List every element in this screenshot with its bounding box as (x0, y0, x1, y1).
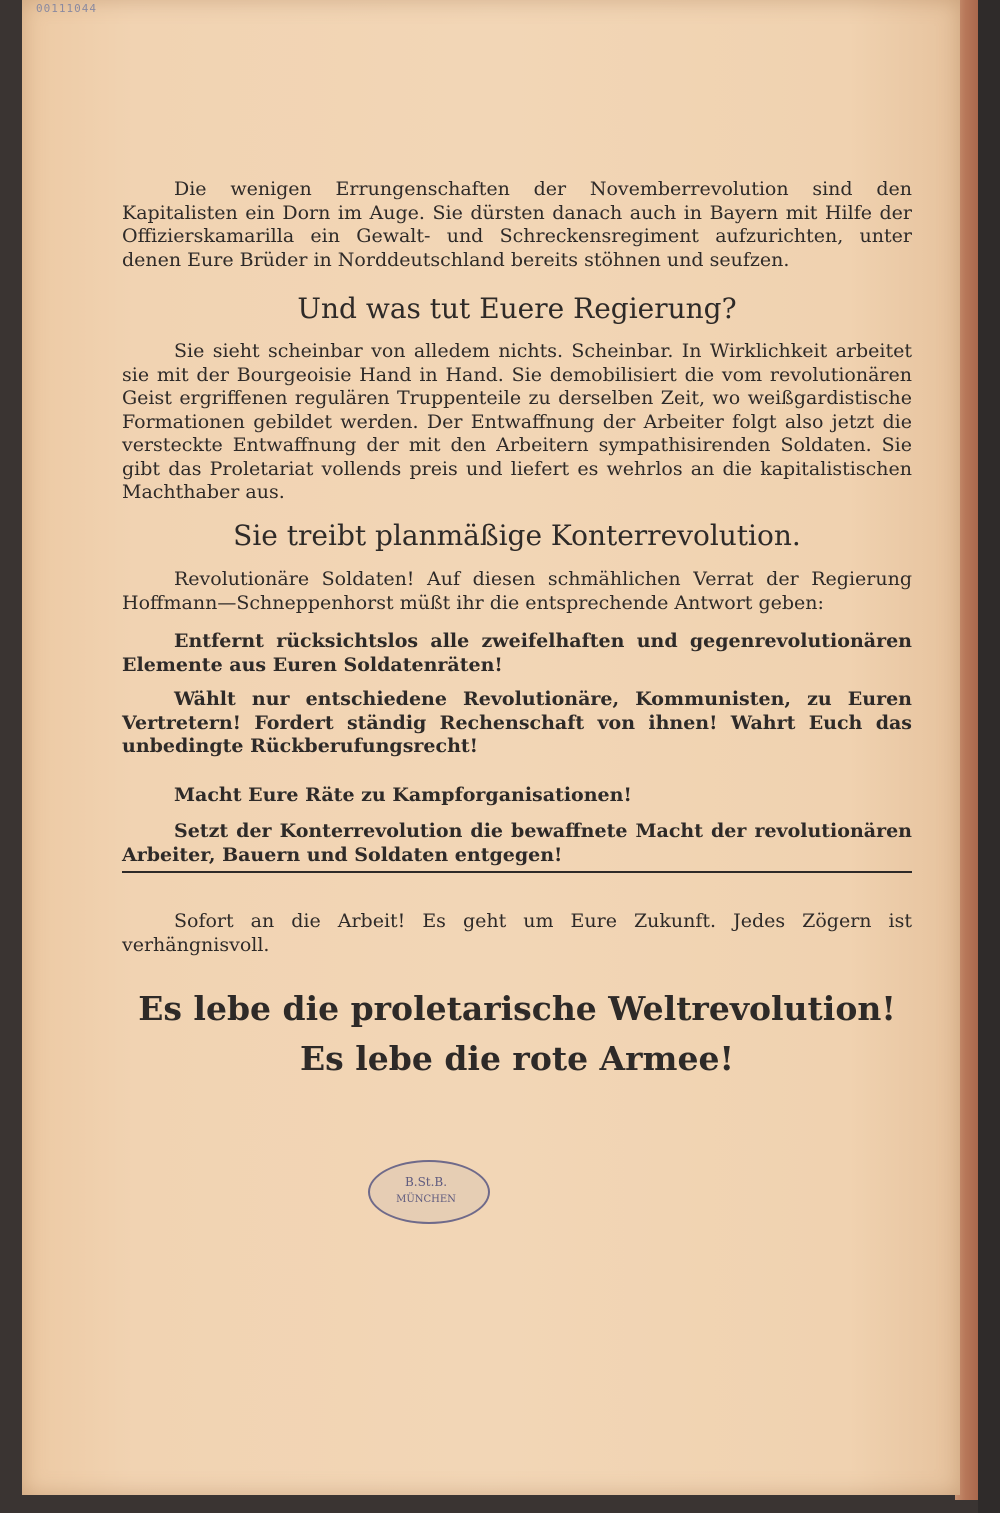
slogan-world-revolution: Es lebe die proletarische Weltrevolution! (138, 989, 896, 1028)
catalog-number: 00111044 (36, 2, 97, 15)
svg-text:B.St.B.: B.St.B. (404, 1175, 448, 1189)
heading-counterrevolution: Sie treibt planmäßige Konterrevolution. (233, 519, 801, 552)
demand-fighting-organisations: Macht Eure Räte zu Kampforganisationen! (174, 784, 632, 806)
intro-paragraph: Die wenigen Errungenschaften der Novemberrevolution sind den Kapitalisten ein Dorn im Auge. Sie dürsten danach auch in Bayern mit Hilfe der Offizierskamarilla ein Gewalt- und Schreckensregiment aufzurichten, unter denen Eure Brüder in Norddeutschland bereits stöhnen und seufzen. (122, 178, 912, 271)
soldiers-paragraph: Revolutionäre Soldaten! Auf diesen schmählichen Verrat der Regierung Hoffmann—Schneppenhorst müßt ihr die entsprechende Antwort geben: (122, 568, 912, 614)
government-paragraph: Sie sieht scheinbar von alledem nichts. Scheinbar. In Wirklichkeit arbeitet sie mit der Bourgeoisie Hand in Hand. Sie demobilisiert die vom revolutionären Geist ergriffenen regulären Truppenteile zu derselben Zeit, wo weißgardistische Formationen gebildet werden. Der Entwaffnung der Arbeiter folgt also jetzt die versteckte Entwaffnung der mit den Arbeitern sympathisirenden Soldaten. Sie gibt das Proletariat vollends preis und liefert es wehrlos an die kapitalistischen Machthaber aus. (122, 340, 912, 503)
svg-text:MÜNCHEN: MÜNCHEN (396, 1194, 456, 1205)
stamp-graphic (370, 1162, 488, 1222)
demand-remove-elements: Entfernt rücksichtslos alle zweifelhaften und gegenrevolutionären Elemente aus Euren Soldatenräten! (122, 630, 912, 676)
library-stamp (368, 1160, 490, 1224)
book-spine-background (978, 0, 1000, 1513)
slogan-red-army: Es lebe die rote Armee! (300, 1039, 734, 1078)
demand-armed-power: Setzt der Konterrevolution die bewaffnete Macht der revolutionären Arbeiter, Bauern und Soldaten entgegen! (122, 820, 912, 873)
demand-elect-revolutionaries: Wählt nur entschiedene Revolutionäre, Kommunisten, zu Euren Vertretern! Fordert ständig Rechenschaft von ihnen! Wahrt Euch das unbedingte Rückberufungsrecht! (122, 688, 912, 757)
closing-paragraph: Sofort an die Arbeit! Es geht um Eure Zukunft. Jedes Zögern ist verhängnisvoll. (122, 910, 912, 956)
heading-government: Und was tut Euere Regierung? (297, 292, 737, 325)
